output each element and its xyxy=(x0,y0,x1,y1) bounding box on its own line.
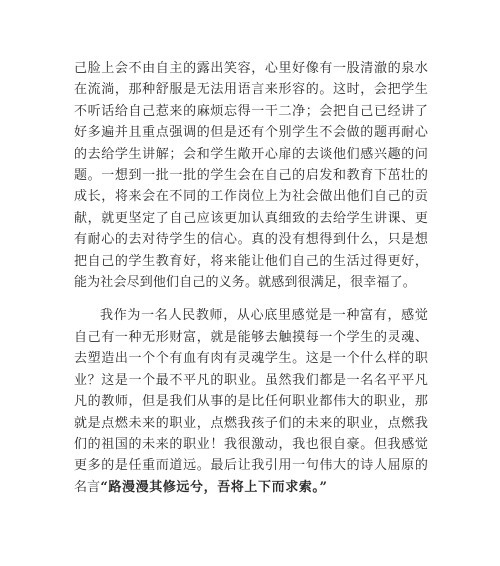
document-body xyxy=(74,58,428,498)
paragraph-gap xyxy=(74,293,428,305)
paragraph-1: 己脸上会不由自主的露出笑容，心里好像有一股清澈的泉水在流淌，那种舒服是无法用语言来形容的。这时，会把学生不听话给自己惹来的麻烦忘得一干二净；会把自己已经讲了好多遍并且重点强调的但是还有个别学生不会做的题再耐心的去给学生讲解；会和学生敞开心扉的去谈他们感兴趣的问题。一想到一批一批的学生会在自己的启发和教育下茁壮的成长，将来会在不同的工作岗位上为社会做出他们自己的贡献，就更坚定了自己应该更加认真细致的去给学生讲课、更有耐心的去对待学生的信心。真的没有想得到什么，只是想把自己的学生教育好，将来能让他们自己的生活过得更好，能为社会尽到他们自己的义务。就感到很满足，很幸福了。 xyxy=(74,61,428,291)
paragraph-2 xyxy=(74,305,428,498)
paragraph-2-text: 我作为一名人民教师，从心底里感觉是一种富有，感觉自己有一种无形财富，就是能够去触摸每一个学生的灵魂、去塑造出一个个有血有肉有灵魂学生。这是一个什么样的职业？这是一个最不平凡的职业。虽然我们都是一名名平平凡凡的教师，但是我们从事的是比任何职业都伟大的职业，那就是点燃未来的职业，点燃我孩子们的未来的职业，点燃我们的祖国的未来的职业！我很激动，我也很自豪。但我感觉更多的是任重而道远。最后让我引用一句伟大的诗人屈原的名言 xyxy=(74,308,428,495)
quote-text: “路漫漫其修远兮，吾将上下而求索。” xyxy=(100,479,328,495)
